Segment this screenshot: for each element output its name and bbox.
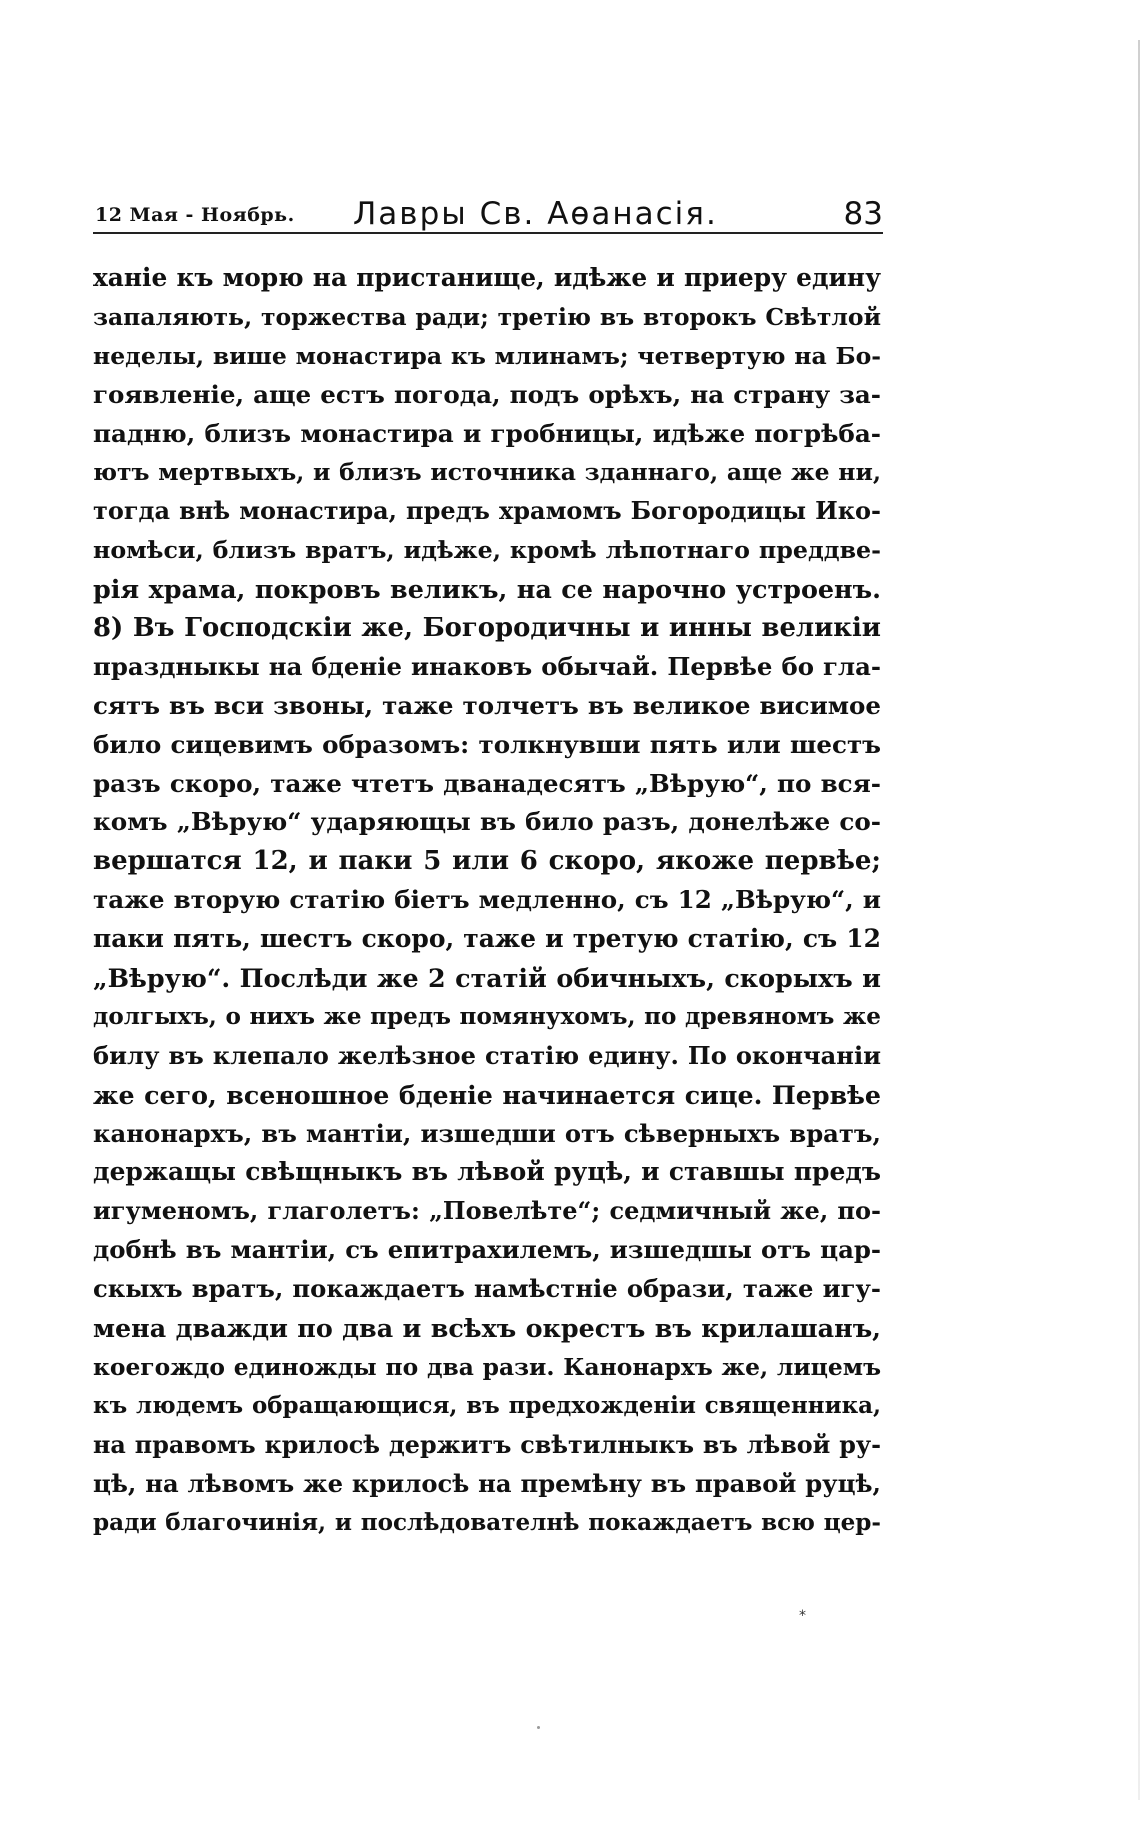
text-line: рія храма, покровъ великъ, на се нарочно устроенъ. (93, 574, 881, 605)
text-line: игуменомъ, глаголетъ: „Повелѣте“; седмичный же, по- (93, 1196, 881, 1226)
text-line: ради благочинія, и послѣдователнѣ покаждаетъ всю цер- (93, 1508, 881, 1536)
text-line: ханіе къ морю на пристанище, идѣже и приеру едину (93, 263, 881, 292)
page-number: 83 (843, 196, 883, 232)
body-text (93, 259, 881, 1542)
text-line: сятъ въ вси звоны, таже толчетъ въ великое висимое (93, 690, 881, 720)
running-head (95, 184, 887, 234)
text-line: таже вторую статію біетъ медленно, съ 12 „Вѣрую“, и (93, 885, 881, 915)
text-line: же сего, всеношное бденіе начинается сице. Первѣе (93, 1079, 881, 1110)
text-line: вершатся 12, и паки 5 или 6 скоро, якоже первѣе; (93, 846, 881, 877)
text-line: 8) Въ Господскіи же, Богородичны и инны великіи (93, 613, 881, 644)
text-line: скыхъ вратъ, покаждаетъ намѣстніе образи, таже игу- (93, 1274, 881, 1304)
text-line: гоявленіе, аще естъ погода, подъ орѣхъ, на страну за- (93, 379, 881, 409)
text-line: праздныкы на бденіе инаковъ обычай. Первѣе бо гла- (93, 651, 881, 681)
text-line: цѣ, на лѣвомъ же крилосѣ на премѣну въ правой руцѣ, (93, 1468, 881, 1498)
text-line: разъ скоро, таже чтетъ дванадесятъ „Вѣрую“, по вся- (93, 768, 881, 798)
header-rule (93, 232, 883, 234)
text-line: держащы свѣщныкъ въ лѣвой руцѣ, и ставшы предъ (93, 1157, 881, 1187)
text-line: „Вѣрую“. Послѣди же 2 статій обичныхъ, скорыхъ и (93, 963, 881, 994)
text-line: добнѣ въ мантіи, съ епитрахилемъ, изшедшы отъ цар- (93, 1235, 881, 1265)
text-line: ютъ мертвыхъ, и близъ источника зданнаго, аще же ни, (93, 458, 881, 487)
text-line: на правомъ крилосѣ держитъ свѣтилныкъ въ лѣвой ру- (93, 1430, 881, 1459)
footer-mark: * (799, 1608, 806, 1624)
text-line: паки пять, шестъ скоро, таже и третую статію, съ 12 (93, 924, 881, 954)
text-line: мена дважди по два и всѣхъ окрестъ въ крилашанъ, (93, 1313, 881, 1344)
header-date-range: 12 Мая - Ноябрь. (95, 204, 295, 226)
text-line: номѣси, близъ вратъ, идѣже, кромѣ лѣпотнаго преддве- (93, 536, 881, 565)
speck (537, 1726, 540, 1729)
text-line: било сицевимъ образомъ: толкнувши пять или шестъ (93, 729, 881, 759)
text-line: падню, близъ монастира и гробницы, идѣже погрѣба- (93, 418, 881, 448)
text-line: канонархъ, въ мантіи, изшедши отъ сѣверныхъ вратъ, (93, 1118, 881, 1148)
text-line: тогда внѣ монастира, предъ храмомъ Богородицы Ико- (93, 496, 881, 526)
text-line: долгыхъ, о нихъ же предъ помянухомъ, по древяномъ же (93, 1002, 881, 1030)
header-title: Лавры Св. Аѳанасія. (353, 196, 718, 232)
text-line: запаляють, торжества ради; третію въ второкъ Свѣтлой (93, 302, 881, 331)
text-line: коегождо единожды по два рази. Канонархъ же, лицемъ (93, 1352, 881, 1381)
text-line: билу въ клепало желѣзное статію едину. По окончаніи (93, 1040, 881, 1070)
text-line: комъ „Вѣрую“ ударяющы въ било разъ, донелѣже со- (93, 807, 881, 837)
text-line: неделы, више монастира къ млинамъ; четвертую на Бо- (93, 341, 881, 370)
text-line: къ людемъ обращающися, въ предхожденіи священника, (93, 1391, 881, 1419)
